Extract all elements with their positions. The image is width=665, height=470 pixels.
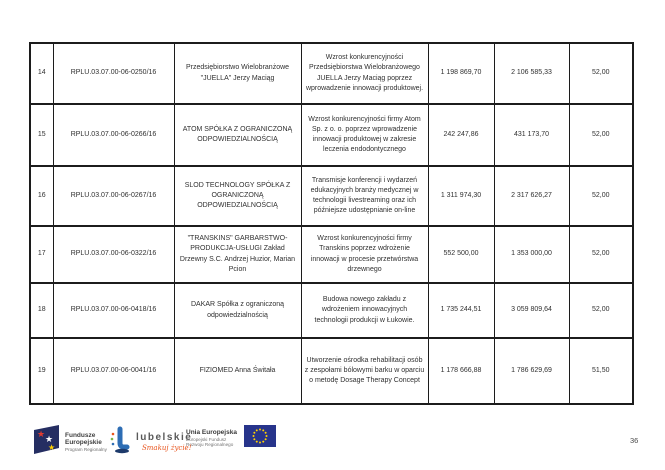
- beneficiary-name: FIZIOMED Anna Świtała: [174, 338, 301, 404]
- beneficiary-name: DAKAR Spółka z ograniczoną odpowiedzialnością: [174, 283, 301, 338]
- funding-percent: 52,00: [569, 166, 633, 226]
- table-row: [30, 166, 633, 226]
- lubelskie-logo: [110, 426, 192, 459]
- lubelskie-logo-tagline: Smakuj życie!: [142, 444, 192, 452]
- row-number: 14: [30, 43, 53, 104]
- project-id: RPLU.03.07.00-06-0266/16: [53, 104, 174, 166]
- eu-logo-title: Unia Europejska: [186, 428, 237, 436]
- project-total-value: 2 317 626,27: [494, 166, 569, 226]
- table-row: [30, 283, 633, 338]
- row-number: 18: [30, 283, 53, 338]
- project-total-value: 3 059 809,64: [494, 283, 569, 338]
- project-title: Budowa nowego zakładu z wdrożeniem innowacyjnych technologii produkcji w Łukowie.: [301, 283, 428, 338]
- page-number: 36: [630, 436, 639, 445]
- project-id: RPLU.03.07.00-06-0418/16: [53, 283, 174, 338]
- lubelskie-logo-name: lubelskie: [136, 432, 193, 443]
- fundusze-europejskie-logo: [33, 424, 110, 460]
- project-total-value: 431 173,70: [494, 104, 569, 166]
- beneficiary-name: "TRANSKINS" GARBARSTWO-PRODUKCJA-USŁUGI Zakład Drzewny S.C. Andrzej Huzior, Marian Pcion: [174, 226, 301, 283]
- table-row: [30, 226, 633, 283]
- projects-table: [29, 42, 634, 405]
- funding-percent: 51,50: [569, 338, 633, 404]
- page-footer: [0, 418, 665, 470]
- fe-logo-title: Fundusze Europejskie: [65, 431, 102, 446]
- fe-logo-subtitle: Program Regionalny: [65, 447, 107, 453]
- funding-percent: 52,00: [569, 104, 633, 166]
- beneficiary-name: ATOM SPÓŁKA Z OGRANICZONĄ ODPOWIEDZIALNOŚCIĄ: [174, 104, 301, 166]
- row-number: 16: [30, 166, 53, 226]
- funding-percent: 52,00: [569, 43, 633, 104]
- project-funding-value: 1 198 869,70: [428, 43, 494, 104]
- eu-logo-sub1: Europejski Fundusz: [186, 436, 227, 442]
- table-row: [30, 104, 633, 166]
- project-title: Wzrost konkurencyjności firmy Atom Sp. z o. o. poprzez wprowadzenie innowacji produktowej w zakresie leczenia endodontycznego: [301, 104, 428, 166]
- project-total-value: 2 106 585,33: [494, 43, 569, 104]
- project-total-value: 1 353 000,00: [494, 226, 569, 283]
- fe-flag-icon: [33, 424, 60, 460]
- eu-flag-icon: [244, 425, 276, 452]
- project-funding-value: 552 500,00: [428, 226, 494, 283]
- project-total-value: 1 786 629,69: [494, 338, 569, 404]
- svg-text:★: ★: [37, 429, 46, 439]
- beneficiary-name: SLOD TECHNOLOGY SPÓŁKA Z OGRANICZONĄ ODPOWIEDZIALNOŚCIĄ: [174, 166, 301, 226]
- project-id: RPLU.03.07.00-06-0250/16: [53, 43, 174, 104]
- project-title: Utworzenie ośrodka rehabilitacji osób z zespołami bólowymi barku w oparciu o metodę Dosage Therapy Concept: [301, 338, 428, 404]
- table-row: [30, 338, 633, 404]
- project-funding-value: 1 178 666,88: [428, 338, 494, 404]
- project-funding-value: 242 247,86: [428, 104, 494, 166]
- svg-text:★: ★: [45, 434, 54, 444]
- table-row: [30, 43, 633, 104]
- project-title: Transmisje konferencji i wydarzeń edukacyjnych branży medycznej w technologii livestreaming oraz ich późniejsze udostępnianie on-line: [301, 166, 428, 226]
- eu-logo-sub2: Rozwoju Regionalnego: [186, 442, 234, 448]
- beneficiary-name: Przedsiębiorstwo Wielobranżowe "JUELLA" Jerzy Maciąg: [174, 43, 301, 104]
- project-funding-value: 1 311 974,30: [428, 166, 494, 226]
- project-id: RPLU.03.07.00-06-0322/16: [53, 226, 174, 283]
- funding-percent: 52,00: [569, 226, 633, 283]
- project-id: RPLU.03.07.00-06-0267/16: [53, 166, 174, 226]
- project-id: RPLU.03.07.00-06-0041/16: [53, 338, 174, 404]
- row-number: 17: [30, 226, 53, 283]
- row-number: 19: [30, 338, 53, 404]
- unia-europejska-logo: [186, 425, 276, 452]
- project-title: Wzrost konkurencyjności firmy Transkins poprzez wdrożenie innowacji w procesie przetwórstwa drzewnego: [301, 226, 428, 283]
- row-number: 15: [30, 104, 53, 166]
- project-funding-value: 1 735 244,51: [428, 283, 494, 338]
- lubelskie-l-icon: [110, 426, 132, 459]
- svg-text:★: ★: [48, 443, 56, 452]
- project-title: Wzrost konkurencyjności Przedsiębiorstwa Wielobranżowego JUELLA Jerzy Maciąg poprzez wprowadzenie innowacji produktowej.: [301, 43, 428, 104]
- funding-percent: 52,00: [569, 283, 633, 338]
